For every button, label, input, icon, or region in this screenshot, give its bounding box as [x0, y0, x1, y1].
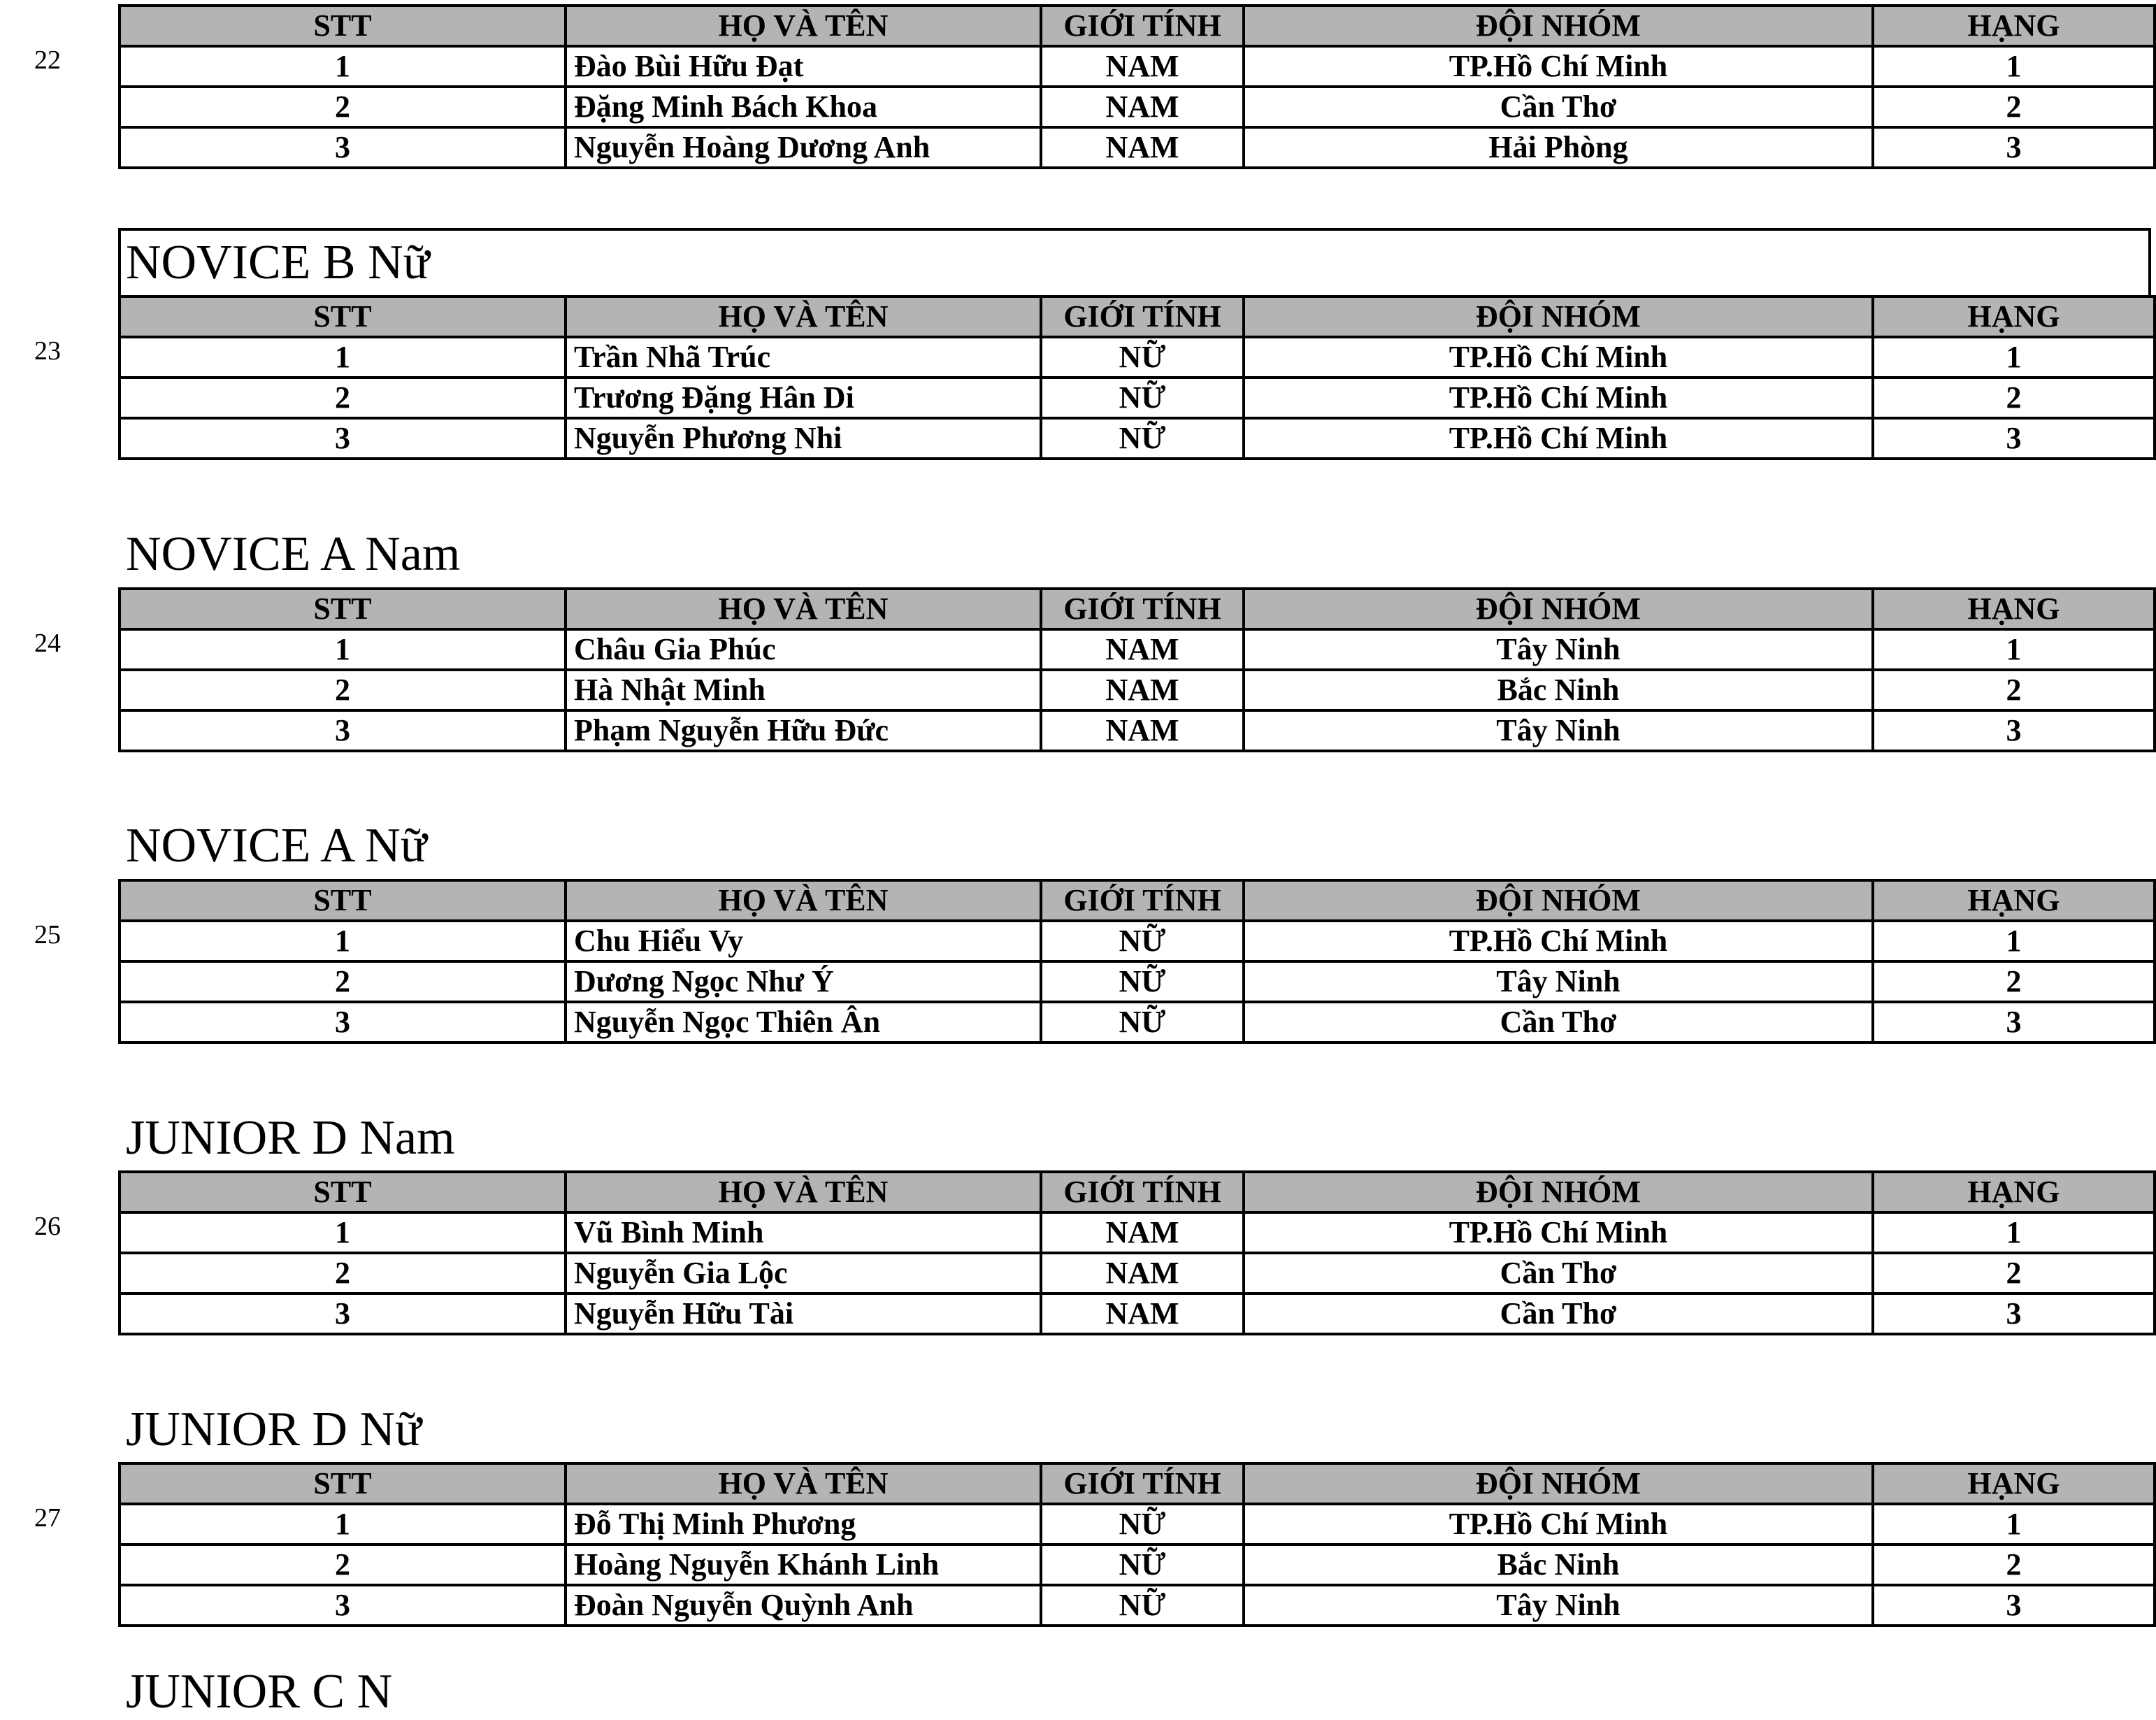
header-name: HỌ VÀ TÊN	[566, 589, 1041, 629]
cell-name: Trương Đặng Hân Di	[566, 378, 1041, 418]
cell-team: Cần Thơ	[1244, 1293, 1873, 1334]
cell-team: TP.Hồ Chí Minh	[1244, 46, 1873, 87]
section-number: 24	[34, 629, 61, 658]
header-stt: STT	[120, 296, 566, 337]
table-row	[120, 46, 2155, 87]
cell-team: Cần Thơ	[1244, 1002, 1873, 1042]
table-row	[120, 127, 2155, 168]
cell-stt: 3	[120, 710, 566, 751]
cell-rank: 1	[1873, 921, 2155, 961]
cell-rank: 1	[1873, 629, 2155, 670]
cell-gender: NỮ	[1041, 378, 1244, 418]
header-team: ĐỘI NHÓM	[1244, 6, 1873, 46]
cell-name: Nguyễn Ngọc Thiên Ân	[566, 1002, 1041, 1042]
section-number: 27	[34, 1503, 61, 1533]
cell-gender: NAM	[1041, 1293, 1244, 1334]
header-gender: GIỚI TÍNH	[1041, 1172, 1244, 1212]
table-row	[120, 1545, 2155, 1585]
cell-rank: 2	[1873, 1545, 2155, 1585]
cell-team: Bắc Ninh	[1244, 1545, 1873, 1585]
table-row	[120, 629, 2155, 670]
header-gender: GIỚI TÍNH	[1041, 296, 1244, 337]
cell-rank: 1	[1873, 337, 2155, 378]
cell-name: Trần Nhã Trúc	[566, 337, 1041, 378]
section-number: 25	[34, 920, 61, 949]
cell-rank: 1	[1873, 46, 2155, 87]
cell-rank: 2	[1873, 87, 2155, 127]
cell-rank: 1	[1873, 1212, 2155, 1253]
cell-stt: 2	[120, 670, 566, 710]
header-rank: HẠNG	[1873, 1463, 2155, 1504]
cell-name: Nguyễn Hữu Tài	[566, 1293, 1041, 1334]
cell-name: Phạm Nguyễn Hữu Đức	[566, 710, 1041, 751]
cell-gender: NỮ	[1041, 418, 1244, 459]
next-section-title: JUNIOR C N	[126, 1665, 393, 1719]
header-gender: GIỚI TÍNH	[1041, 589, 1244, 629]
table-row	[120, 337, 2155, 378]
table-row	[120, 1002, 2155, 1042]
cell-name: Nguyễn Hoàng Dương Anh	[566, 127, 1041, 168]
cell-stt: 3	[120, 1002, 566, 1042]
cell-stt: 1	[120, 921, 566, 961]
cell-rank: 2	[1873, 961, 2155, 1002]
cell-gender: NAM	[1041, 1212, 1244, 1253]
cell-team: Bắc Ninh	[1244, 670, 1873, 710]
cell-team: TP.Hồ Chí Minh	[1244, 1212, 1873, 1253]
cell-team: Hải Phòng	[1244, 127, 1873, 168]
cell-rank: 3	[1873, 1002, 2155, 1042]
cell-gender: NAM	[1041, 629, 1244, 670]
table-header-row	[120, 296, 2155, 337]
table-header-row	[120, 6, 2155, 46]
section-number: 26	[34, 1212, 61, 1241]
cell-team: TP.Hồ Chí Minh	[1244, 378, 1873, 418]
header-stt: STT	[120, 6, 566, 46]
section-title: JUNIOR D Nữ	[126, 1403, 422, 1456]
cell-team: TP.Hồ Chí Minh	[1244, 418, 1873, 459]
cell-gender: NAM	[1041, 127, 1244, 168]
cell-name: Dương Ngọc Như Ý	[566, 961, 1041, 1002]
table-row	[120, 961, 2155, 1002]
table-header-row	[120, 1463, 2155, 1504]
cell-stt: 2	[120, 87, 566, 127]
cell-team: TP.Hồ Chí Minh	[1244, 921, 1873, 961]
header-rank: HẠNG	[1873, 296, 2155, 337]
cell-name: Hoàng Nguyễn Khánh Linh	[566, 1545, 1041, 1585]
table-row	[120, 1585, 2155, 1626]
table-row	[120, 1253, 2155, 1293]
header-gender: GIỚI TÍNH	[1041, 880, 1244, 921]
header-team: ĐỘI NHÓM	[1244, 589, 1873, 629]
cell-rank: 3	[1873, 127, 2155, 168]
header-rank: HẠNG	[1873, 6, 2155, 46]
cell-stt: 1	[120, 629, 566, 670]
header-rank: HẠNG	[1873, 1172, 2155, 1212]
cell-gender: NAM	[1041, 87, 1244, 127]
cell-stt: 2	[120, 1545, 566, 1585]
table-row	[120, 418, 2155, 459]
cell-stt: 3	[120, 127, 566, 168]
table-row	[120, 87, 2155, 127]
table-row	[120, 1212, 2155, 1253]
cell-gender: NAM	[1041, 710, 1244, 751]
cell-stt: 3	[120, 418, 566, 459]
cell-stt: 3	[120, 1293, 566, 1334]
cell-team: Tây Ninh	[1244, 710, 1873, 751]
results-table	[118, 295, 2156, 460]
header-rank: HẠNG	[1873, 880, 2155, 921]
header-stt: STT	[120, 1463, 566, 1504]
cell-team: TP.Hồ Chí Minh	[1244, 1504, 1873, 1545]
section-title: NOVICE A Nữ	[126, 819, 427, 873]
results-table	[118, 879, 2156, 1044]
cell-gender: NỮ	[1041, 337, 1244, 378]
cell-gender: NỮ	[1041, 1504, 1244, 1545]
cell-rank: 2	[1873, 378, 2155, 418]
cell-name: Chu Hiểu Vy	[566, 921, 1041, 961]
cell-name: Đỗ Thị Minh Phương	[566, 1504, 1041, 1545]
table-row	[120, 921, 2155, 961]
cell-rank: 2	[1873, 670, 2155, 710]
header-name: HỌ VÀ TÊN	[566, 880, 1041, 921]
cell-gender: NAM	[1041, 670, 1244, 710]
cell-name: Nguyễn Phương Nhi	[566, 418, 1041, 459]
section-number: 23	[34, 336, 61, 366]
header-team: ĐỘI NHÓM	[1244, 1463, 1873, 1504]
cell-name: Hà Nhật Minh	[566, 670, 1041, 710]
section-number: 22	[34, 45, 61, 75]
header-name: HỌ VÀ TÊN	[566, 6, 1041, 46]
cell-team: TP.Hồ Chí Minh	[1244, 337, 1873, 378]
results-table	[118, 587, 2156, 752]
cell-gender: NỮ	[1041, 961, 1244, 1002]
cell-rank: 3	[1873, 1585, 2155, 1626]
header-name: HỌ VÀ TÊN	[566, 1172, 1041, 1212]
header-name: HỌ VÀ TÊN	[566, 296, 1041, 337]
header-team: ĐỘI NHÓM	[1244, 880, 1873, 921]
cell-rank: 2	[1873, 1253, 2155, 1293]
cell-gender: NỮ	[1041, 1585, 1244, 1626]
cell-stt: 2	[120, 961, 566, 1002]
table-header-row	[120, 880, 2155, 921]
cell-name: Nguyễn Gia Lộc	[566, 1253, 1041, 1293]
cell-gender: NAM	[1041, 46, 1244, 87]
cell-name: Đào Bùi Hữu Đạt	[566, 46, 1041, 87]
header-stt: STT	[120, 1172, 566, 1212]
table-row	[120, 1293, 2155, 1334]
results-table	[118, 1462, 2156, 1627]
table-header-row	[120, 1172, 2155, 1212]
cell-team: Tây Ninh	[1244, 629, 1873, 670]
header-name: HỌ VÀ TÊN	[566, 1463, 1041, 1504]
cell-rank: 3	[1873, 710, 2155, 751]
cell-stt: 1	[120, 1504, 566, 1545]
header-stt: STT	[120, 589, 566, 629]
cell-gender: NỮ	[1041, 1002, 1244, 1042]
cell-stt: 1	[120, 46, 566, 87]
cell-stt: 1	[120, 337, 566, 378]
header-team: ĐỘI NHÓM	[1244, 1172, 1873, 1212]
header-gender: GIỚI TÍNH	[1041, 6, 1244, 46]
section-title: NOVICE A Nam	[126, 527, 461, 581]
header-team: ĐỘI NHÓM	[1244, 296, 1873, 337]
header-stt: STT	[120, 880, 566, 921]
cell-rank: 3	[1873, 418, 2155, 459]
cell-name: Châu Gia Phúc	[566, 629, 1041, 670]
cell-name: Vũ Bình Minh	[566, 1212, 1041, 1253]
table-row	[120, 710, 2155, 751]
cell-rank: 1	[1873, 1504, 2155, 1545]
cell-gender: NỮ	[1041, 1545, 1244, 1585]
table-row	[120, 378, 2155, 418]
header-rank: HẠNG	[1873, 589, 2155, 629]
cell-gender: NỮ	[1041, 921, 1244, 961]
cell-team: Cần Thơ	[1244, 1253, 1873, 1293]
cell-name: Đặng Minh Bách Khoa	[566, 87, 1041, 127]
table-header-row	[120, 589, 2155, 629]
table-row	[120, 670, 2155, 710]
results-table	[118, 1170, 2156, 1335]
cell-team: Cần Thơ	[1244, 87, 1873, 127]
section-title: NOVICE B Nữ	[126, 236, 430, 289]
results-table	[118, 4, 2156, 169]
section-title: JUNIOR D Nam	[126, 1111, 455, 1165]
header-gender: GIỚI TÍNH	[1041, 1463, 1244, 1504]
cell-gender: NAM	[1041, 1253, 1244, 1293]
cell-stt: 2	[120, 378, 566, 418]
cell-name: Đoàn Nguyễn Quỳnh Anh	[566, 1585, 1041, 1626]
cell-team: Tây Ninh	[1244, 961, 1873, 1002]
cell-stt: 2	[120, 1253, 566, 1293]
cell-team: Tây Ninh	[1244, 1585, 1873, 1626]
cell-stt: 3	[120, 1585, 566, 1626]
table-row	[120, 1504, 2155, 1545]
cell-rank: 3	[1873, 1293, 2155, 1334]
cell-stt: 1	[120, 1212, 566, 1253]
